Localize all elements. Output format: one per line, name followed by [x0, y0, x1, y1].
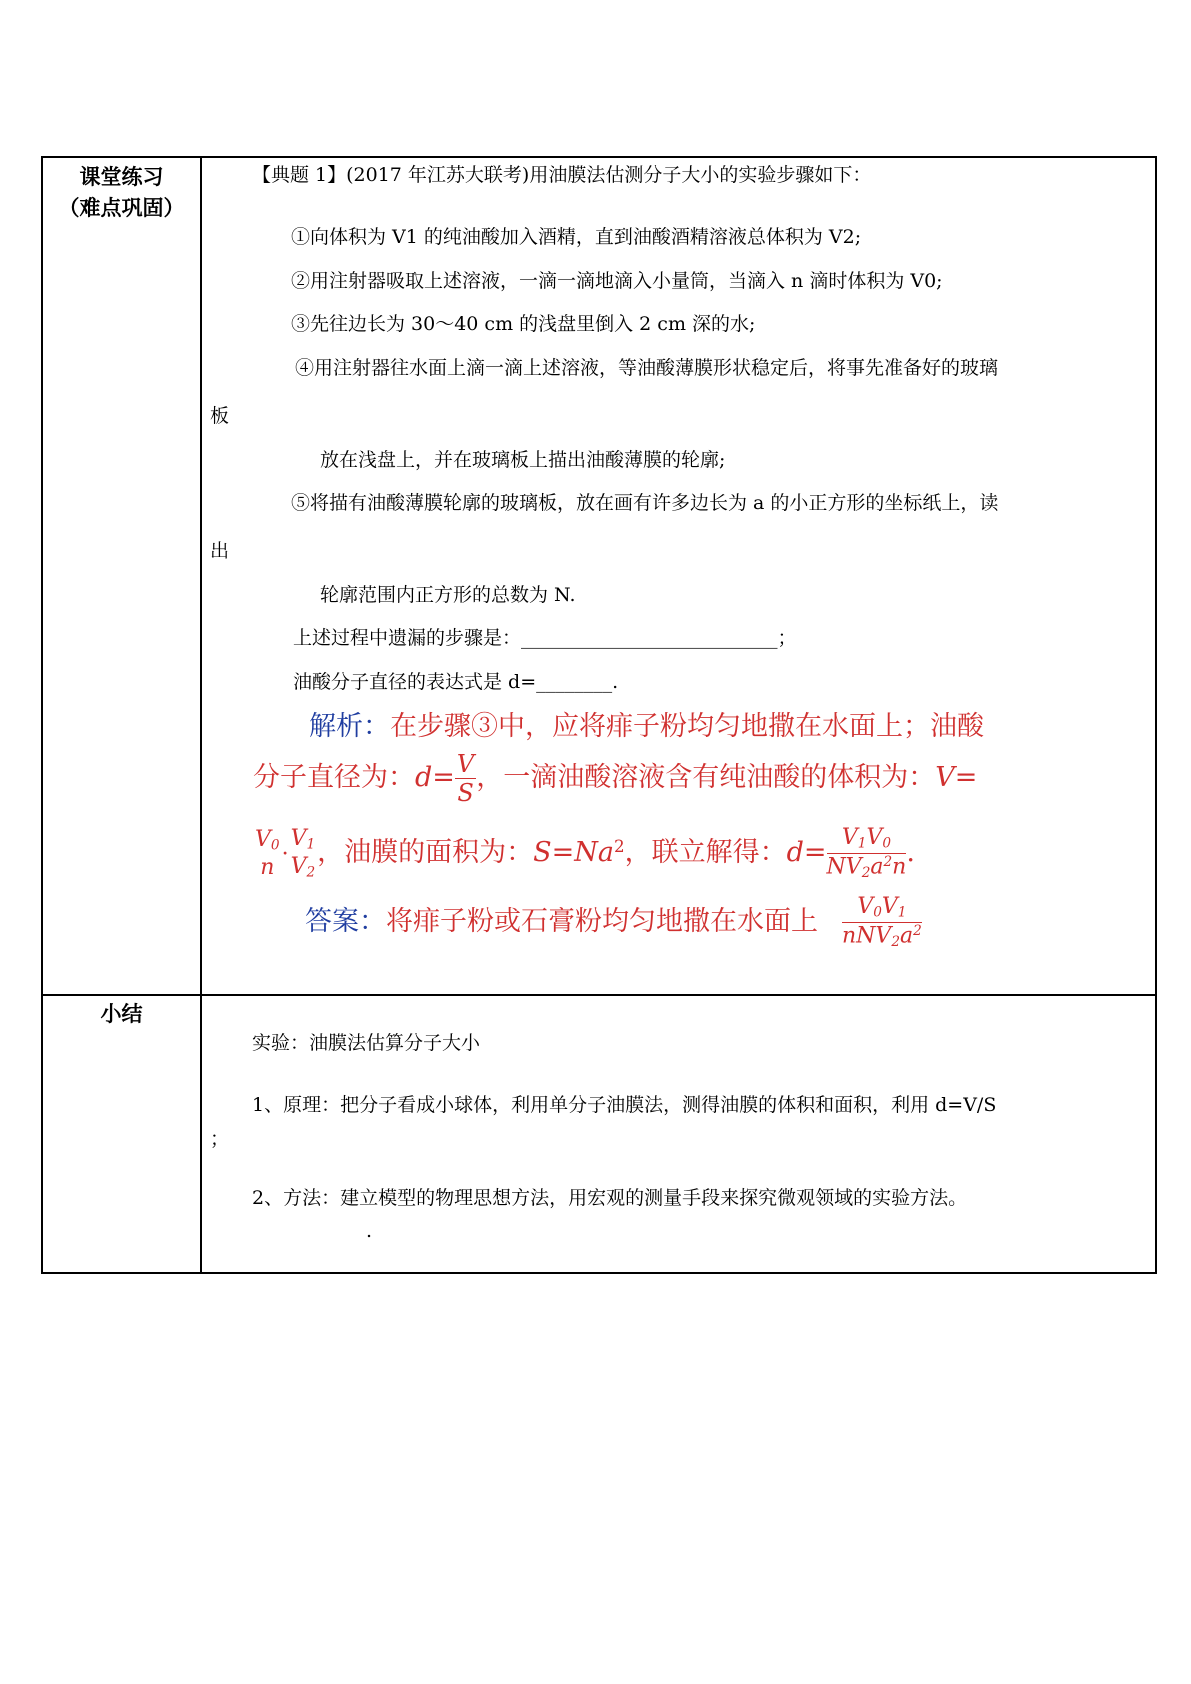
answer-text: 将痱子粉或石膏粉均匀地撒在水面上	[386, 906, 818, 937]
answer-fraction: $\frac{V_0V_1}{nNV_2a^2}$	[842, 893, 922, 950]
step-3: ③先往边长为 30～40 cm 的浅盘里倒入 2 cm 深的水;	[291, 313, 756, 335]
row2-label: 小结	[100, 1002, 143, 1026]
question-2: 油酸分子直径的表达式是 d=________.	[293, 671, 619, 693]
area-expression: S=Na	[533, 837, 614, 869]
summary-dot: .	[366, 1220, 373, 1242]
step-4-line1: ④用注射器往水面上滴一滴上述溶液，等油酸薄膜形状稳定后，将事先准备好的玻璃	[295, 357, 999, 379]
v-equals: V=	[935, 762, 978, 793]
row1-label-line2: （难点巩固）	[58, 196, 185, 220]
analysis-label: 解析：	[309, 711, 390, 742]
step-5-line1: ⑤将描有油酸薄膜轮廓的玻璃板，放在画有许多边长为 a 的小正方形的坐标纸上，读	[291, 492, 999, 514]
d-equals: d=	[786, 837, 827, 869]
analysis-line3: $V_0$ n · $V_1$ $V_2$ ，油膜的面积为：$S=Na^2$，联立解得：d= $\frac{V_1V_0}{NV_2a^2n}$ .	[255, 824, 915, 881]
frac-s: S	[457, 779, 474, 807]
question-1: 上述过程中遗漏的步骤是：___________________________；	[293, 627, 797, 649]
step-5-line2: 出	[210, 540, 230, 562]
analysis-line2	[253, 752, 977, 805]
row-divider	[43, 994, 1155, 996]
step-5-line3: 轮廓范围内正方形的总数为 N.	[320, 584, 576, 606]
answer-line	[305, 894, 922, 950]
step-4-line2: 板	[210, 405, 230, 427]
analysis-line1	[309, 710, 984, 744]
fraction-v-over-s	[455, 752, 476, 805]
analysis-text-2b: ，一滴油酸溶液含有纯油酸的体积为：	[476, 762, 936, 793]
answer-label: 答案：	[305, 906, 386, 937]
fraction-v0-over-n: $V_0$ n	[255, 826, 280, 880]
fraction-result: $\frac{V_1V_0}{NV_2a^2n}$	[826, 824, 907, 881]
step-1: ①向体积为 V1 的纯油酸加入酒精，直到油酸酒精溶液总体积为 V2;	[291, 226, 862, 248]
column-divider	[200, 158, 202, 1272]
frac-v: V	[456, 750, 475, 778]
analysis-text-3b: ，联立解得：	[624, 837, 787, 869]
equals-sign: =	[432, 762, 455, 793]
summary-heading: 实验：油膜法估算分子大小	[252, 1032, 481, 1054]
summary-point-2: 2、方法：建立模型的物理思想方法，用宏观的测量手段来探究微观领域的实验方法。	[252, 1187, 968, 1209]
summary-point-1: 1、原理：把分子看成小球体，利用单分子油膜法，测得油膜的体积和面积，利用 d=V/S	[252, 1094, 997, 1116]
summary-point-1-tail: ；	[210, 1128, 230, 1150]
analysis-text-1: 在步骤③中，应将痱子粉均匀地撒在水面上；油酸	[390, 711, 984, 742]
analysis-text-2a: 分子直径为：	[253, 762, 415, 793]
step-2: ②用注射器吸取上述溶液，一滴一滴地滴入小量筒，当滴入 n 滴时体积为 V0;	[291, 270, 943, 292]
symbol-d: d	[415, 762, 433, 793]
analysis-text-3a: ，油膜的面积为：	[317, 837, 534, 869]
fraction-v1-over-v2: $V_1$ $V_2$	[290, 825, 316, 881]
step-4-line3: 放在浅盘上，并在玻璃板上描出油酸薄膜的轮廓;	[320, 449, 726, 471]
problem-title: 【典题 1】(2017 年江苏大联考)用油膜法估测分子大小的实验步骤如下：	[252, 164, 872, 186]
row1-label-line1: 课堂练习	[79, 165, 164, 189]
row1-label	[43, 162, 200, 224]
